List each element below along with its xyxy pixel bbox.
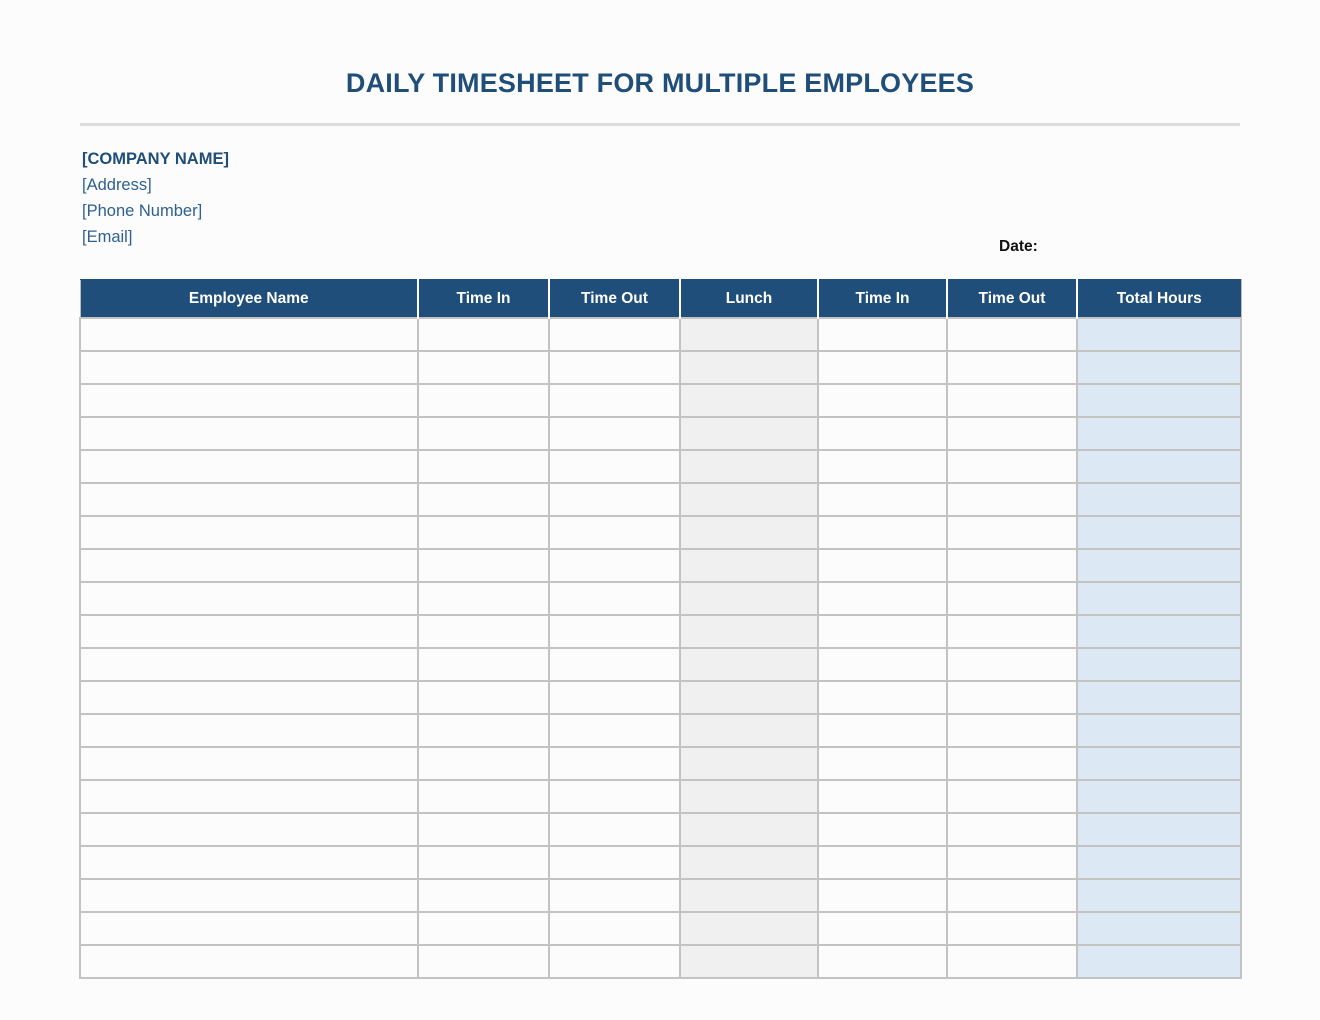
cell-time-in-1[interactable] xyxy=(418,450,549,483)
column-header-lunch: Lunch xyxy=(680,280,818,319)
table-row xyxy=(80,780,1241,813)
table-body xyxy=(80,318,1241,978)
table-header xyxy=(80,280,1241,319)
cell-time-in-2[interactable] xyxy=(818,879,947,912)
cell-employee-name[interactable] xyxy=(80,681,418,714)
cell-lunch[interactable] xyxy=(680,417,818,450)
cell-time-in-2[interactable] xyxy=(818,846,947,879)
cell-lunch[interactable] xyxy=(680,846,818,879)
cell-time-in-1[interactable] xyxy=(418,615,549,648)
cell-time-out-1[interactable] xyxy=(549,582,680,615)
table-row xyxy=(80,417,1241,450)
cell-employee-name[interactable] xyxy=(80,780,418,813)
cell-time-out-2[interactable] xyxy=(947,846,1077,879)
cell-total-hours[interactable] xyxy=(1077,615,1241,648)
table-row xyxy=(80,714,1241,747)
cell-time-out-2[interactable] xyxy=(947,483,1077,516)
cell-time-in-2[interactable] xyxy=(818,780,947,813)
cell-total-hours[interactable] xyxy=(1077,516,1241,549)
cell-employee-name[interactable] xyxy=(80,483,418,516)
table-row xyxy=(80,549,1241,582)
cell-time-in-1[interactable] xyxy=(418,681,549,714)
cell-time-in-1[interactable] xyxy=(418,813,549,846)
title-divider xyxy=(80,123,1240,126)
cell-total-hours[interactable] xyxy=(1077,582,1241,615)
cell-total-hours[interactable] xyxy=(1077,417,1241,450)
cell-time-out-2[interactable] xyxy=(947,813,1077,846)
cell-time-out-1[interactable] xyxy=(549,912,680,945)
cell-time-in-2[interactable] xyxy=(818,549,947,582)
cell-lunch[interactable] xyxy=(680,714,818,747)
cell-employee-name[interactable] xyxy=(80,615,418,648)
cell-time-in-1[interactable] xyxy=(418,912,549,945)
cell-time-out-1[interactable] xyxy=(549,648,680,681)
cell-time-out-2[interactable] xyxy=(947,516,1077,549)
cell-time-out-2[interactable] xyxy=(947,582,1077,615)
company-phone: [Phone Number] xyxy=(82,202,203,220)
table-row xyxy=(80,813,1241,846)
cell-lunch[interactable] xyxy=(680,450,818,483)
cell-time-out-1[interactable] xyxy=(549,747,680,780)
cell-employee-name[interactable] xyxy=(80,318,418,351)
cell-time-out-1[interactable] xyxy=(549,516,680,549)
cell-time-in-2[interactable] xyxy=(818,813,947,846)
cell-time-out-2[interactable] xyxy=(947,450,1077,483)
table-row xyxy=(80,516,1241,549)
cell-total-hours[interactable] xyxy=(1077,945,1241,978)
column-header-time-in-2: Time In xyxy=(818,280,947,319)
cell-time-out-2[interactable] xyxy=(947,714,1077,747)
page-title: DAILY TIMESHEET FOR MULTIPLE EMPLOYEES xyxy=(345,68,975,98)
cell-employee-name[interactable] xyxy=(80,879,418,912)
column-header-time-in-1: Time In xyxy=(418,280,549,319)
cell-lunch[interactable] xyxy=(680,582,818,615)
cell-time-in-1[interactable] xyxy=(418,417,549,450)
cell-total-hours[interactable] xyxy=(1077,912,1241,945)
cell-time-out-1[interactable] xyxy=(549,384,680,417)
cell-time-out-2[interactable] xyxy=(947,318,1077,351)
title-block xyxy=(0,66,1320,100)
table-row xyxy=(80,648,1241,681)
cell-total-hours[interactable] xyxy=(1077,318,1241,351)
table-row xyxy=(80,681,1241,714)
cell-total-hours[interactable] xyxy=(1077,483,1241,516)
table-row xyxy=(80,615,1241,648)
cell-time-in-1[interactable] xyxy=(418,549,549,582)
cell-total-hours[interactable] xyxy=(1077,549,1241,582)
cell-time-out-1[interactable] xyxy=(549,483,680,516)
cell-time-out-2[interactable] xyxy=(947,945,1077,978)
cell-total-hours[interactable] xyxy=(1077,384,1241,417)
cell-lunch[interactable] xyxy=(680,813,818,846)
cell-time-in-1[interactable] xyxy=(418,747,549,780)
table-row xyxy=(80,747,1241,780)
table-row xyxy=(80,483,1241,516)
cell-time-out-1[interactable] xyxy=(549,318,680,351)
cell-time-in-2[interactable] xyxy=(818,450,947,483)
table-row xyxy=(80,450,1241,483)
cell-employee-name[interactable] xyxy=(80,813,418,846)
cell-lunch[interactable] xyxy=(680,384,818,417)
cell-lunch[interactable] xyxy=(680,351,818,384)
cell-employee-name[interactable] xyxy=(80,714,418,747)
cell-time-out-2[interactable] xyxy=(947,780,1077,813)
cell-time-out-1[interactable] xyxy=(549,417,680,450)
cell-total-hours[interactable] xyxy=(1077,813,1241,846)
cell-total-hours[interactable] xyxy=(1077,780,1241,813)
cell-time-in-2[interactable] xyxy=(818,945,947,978)
cell-employee-name[interactable] xyxy=(80,912,418,945)
cell-lunch[interactable] xyxy=(680,945,818,978)
column-header-total-hours: Total Hours xyxy=(1077,280,1241,319)
cell-lunch[interactable] xyxy=(680,912,818,945)
cell-time-out-1[interactable] xyxy=(549,945,680,978)
cell-total-hours[interactable] xyxy=(1077,681,1241,714)
cell-time-out-2[interactable] xyxy=(947,417,1077,450)
cell-employee-name[interactable] xyxy=(80,747,418,780)
cell-lunch[interactable] xyxy=(680,879,818,912)
table-row xyxy=(80,912,1241,945)
company-name: [COMPANY NAME] xyxy=(82,150,229,168)
table-row xyxy=(80,351,1241,384)
cell-time-out-1[interactable] xyxy=(549,714,680,747)
table-row xyxy=(80,582,1241,615)
cell-total-hours[interactable] xyxy=(1077,747,1241,780)
column-header-time-out-1: Time Out xyxy=(549,280,680,319)
cell-time-in-2[interactable] xyxy=(818,648,947,681)
cell-time-out-2[interactable] xyxy=(947,912,1077,945)
cell-time-in-2[interactable] xyxy=(818,582,947,615)
cell-time-out-2[interactable] xyxy=(947,747,1077,780)
column-header-time-out-2: Time Out xyxy=(947,280,1077,319)
cell-time-out-1[interactable] xyxy=(549,681,680,714)
cell-time-in-1[interactable] xyxy=(418,516,549,549)
table-row xyxy=(80,879,1241,912)
timesheet-table xyxy=(79,279,1242,979)
cell-total-hours[interactable] xyxy=(1077,879,1241,912)
cell-time-in-2[interactable] xyxy=(818,714,947,747)
cell-time-in-1[interactable] xyxy=(418,582,549,615)
cell-employee-name[interactable] xyxy=(80,549,418,582)
cell-time-in-2[interactable] xyxy=(818,318,947,351)
cell-time-out-2[interactable] xyxy=(947,384,1077,417)
cell-time-out-1[interactable] xyxy=(549,780,680,813)
cell-total-hours[interactable] xyxy=(1077,648,1241,681)
cell-time-in-2[interactable] xyxy=(818,384,947,417)
cell-time-in-2[interactable] xyxy=(818,483,947,516)
cell-time-in-1[interactable] xyxy=(418,384,549,417)
cell-time-in-1[interactable] xyxy=(418,945,549,978)
table-row xyxy=(80,318,1241,351)
cell-lunch[interactable] xyxy=(680,549,818,582)
cell-time-in-1[interactable] xyxy=(418,648,549,681)
cell-employee-name[interactable] xyxy=(80,582,418,615)
date-label: Date: xyxy=(999,238,1038,255)
cell-lunch[interactable] xyxy=(680,681,818,714)
cell-total-hours[interactable] xyxy=(1077,351,1241,384)
cell-time-out-2[interactable] xyxy=(947,879,1077,912)
table-row xyxy=(80,846,1241,879)
cell-total-hours[interactable] xyxy=(1077,846,1241,879)
cell-employee-name[interactable] xyxy=(80,945,418,978)
cell-time-in-1[interactable] xyxy=(418,351,549,384)
cell-employee-name[interactable] xyxy=(80,516,418,549)
company-address: [Address] xyxy=(82,176,152,194)
cell-lunch[interactable] xyxy=(680,780,818,813)
table-row xyxy=(80,945,1241,978)
cell-employee-name[interactable] xyxy=(80,384,418,417)
cell-lunch[interactable] xyxy=(680,318,818,351)
cell-time-out-1[interactable] xyxy=(549,450,680,483)
cell-time-in-1[interactable] xyxy=(418,714,549,747)
cell-time-in-1[interactable] xyxy=(418,483,549,516)
cell-time-out-1[interactable] xyxy=(549,846,680,879)
cell-total-hours[interactable] xyxy=(1077,714,1241,747)
cell-time-in-2[interactable] xyxy=(818,351,947,384)
cell-time-out-1[interactable] xyxy=(549,351,680,384)
cell-employee-name[interactable] xyxy=(80,846,418,879)
column-header-employee-name: Employee Name xyxy=(80,280,418,319)
company-info-block xyxy=(82,146,229,250)
cell-time-in-2[interactable] xyxy=(818,417,947,450)
cell-lunch[interactable] xyxy=(680,747,818,780)
cell-employee-name[interactable] xyxy=(80,648,418,681)
company-email: [Email] xyxy=(82,228,133,246)
cell-lunch[interactable] xyxy=(680,615,818,648)
cell-time-in-2[interactable] xyxy=(818,912,947,945)
cell-time-in-1[interactable] xyxy=(418,780,549,813)
cell-time-out-1[interactable] xyxy=(549,879,680,912)
cell-time-out-1[interactable] xyxy=(549,615,680,648)
cell-time-out-2[interactable] xyxy=(947,549,1077,582)
cell-time-out-1[interactable] xyxy=(549,549,680,582)
table-header-row xyxy=(80,280,1241,319)
cell-time-in-1[interactable] xyxy=(418,318,549,351)
cell-time-out-2[interactable] xyxy=(947,351,1077,384)
cell-employee-name[interactable] xyxy=(80,450,418,483)
cell-employee-name[interactable] xyxy=(80,351,418,384)
cell-time-out-2[interactable] xyxy=(947,615,1077,648)
cell-time-in-2[interactable] xyxy=(818,747,947,780)
cell-employee-name[interactable] xyxy=(80,417,418,450)
cell-time-out-2[interactable] xyxy=(947,648,1077,681)
cell-time-in-2[interactable] xyxy=(818,615,947,648)
cell-time-out-1[interactable] xyxy=(549,813,680,846)
cell-lunch[interactable] xyxy=(680,516,818,549)
cell-lunch[interactable] xyxy=(680,483,818,516)
cell-time-in-2[interactable] xyxy=(818,516,947,549)
cell-lunch[interactable] xyxy=(680,648,818,681)
cell-total-hours[interactable] xyxy=(1077,450,1241,483)
cell-time-in-1[interactable] xyxy=(418,879,549,912)
cell-time-in-2[interactable] xyxy=(818,681,947,714)
cell-time-in-1[interactable] xyxy=(418,846,549,879)
table-row xyxy=(80,384,1241,417)
cell-time-out-2[interactable] xyxy=(947,681,1077,714)
